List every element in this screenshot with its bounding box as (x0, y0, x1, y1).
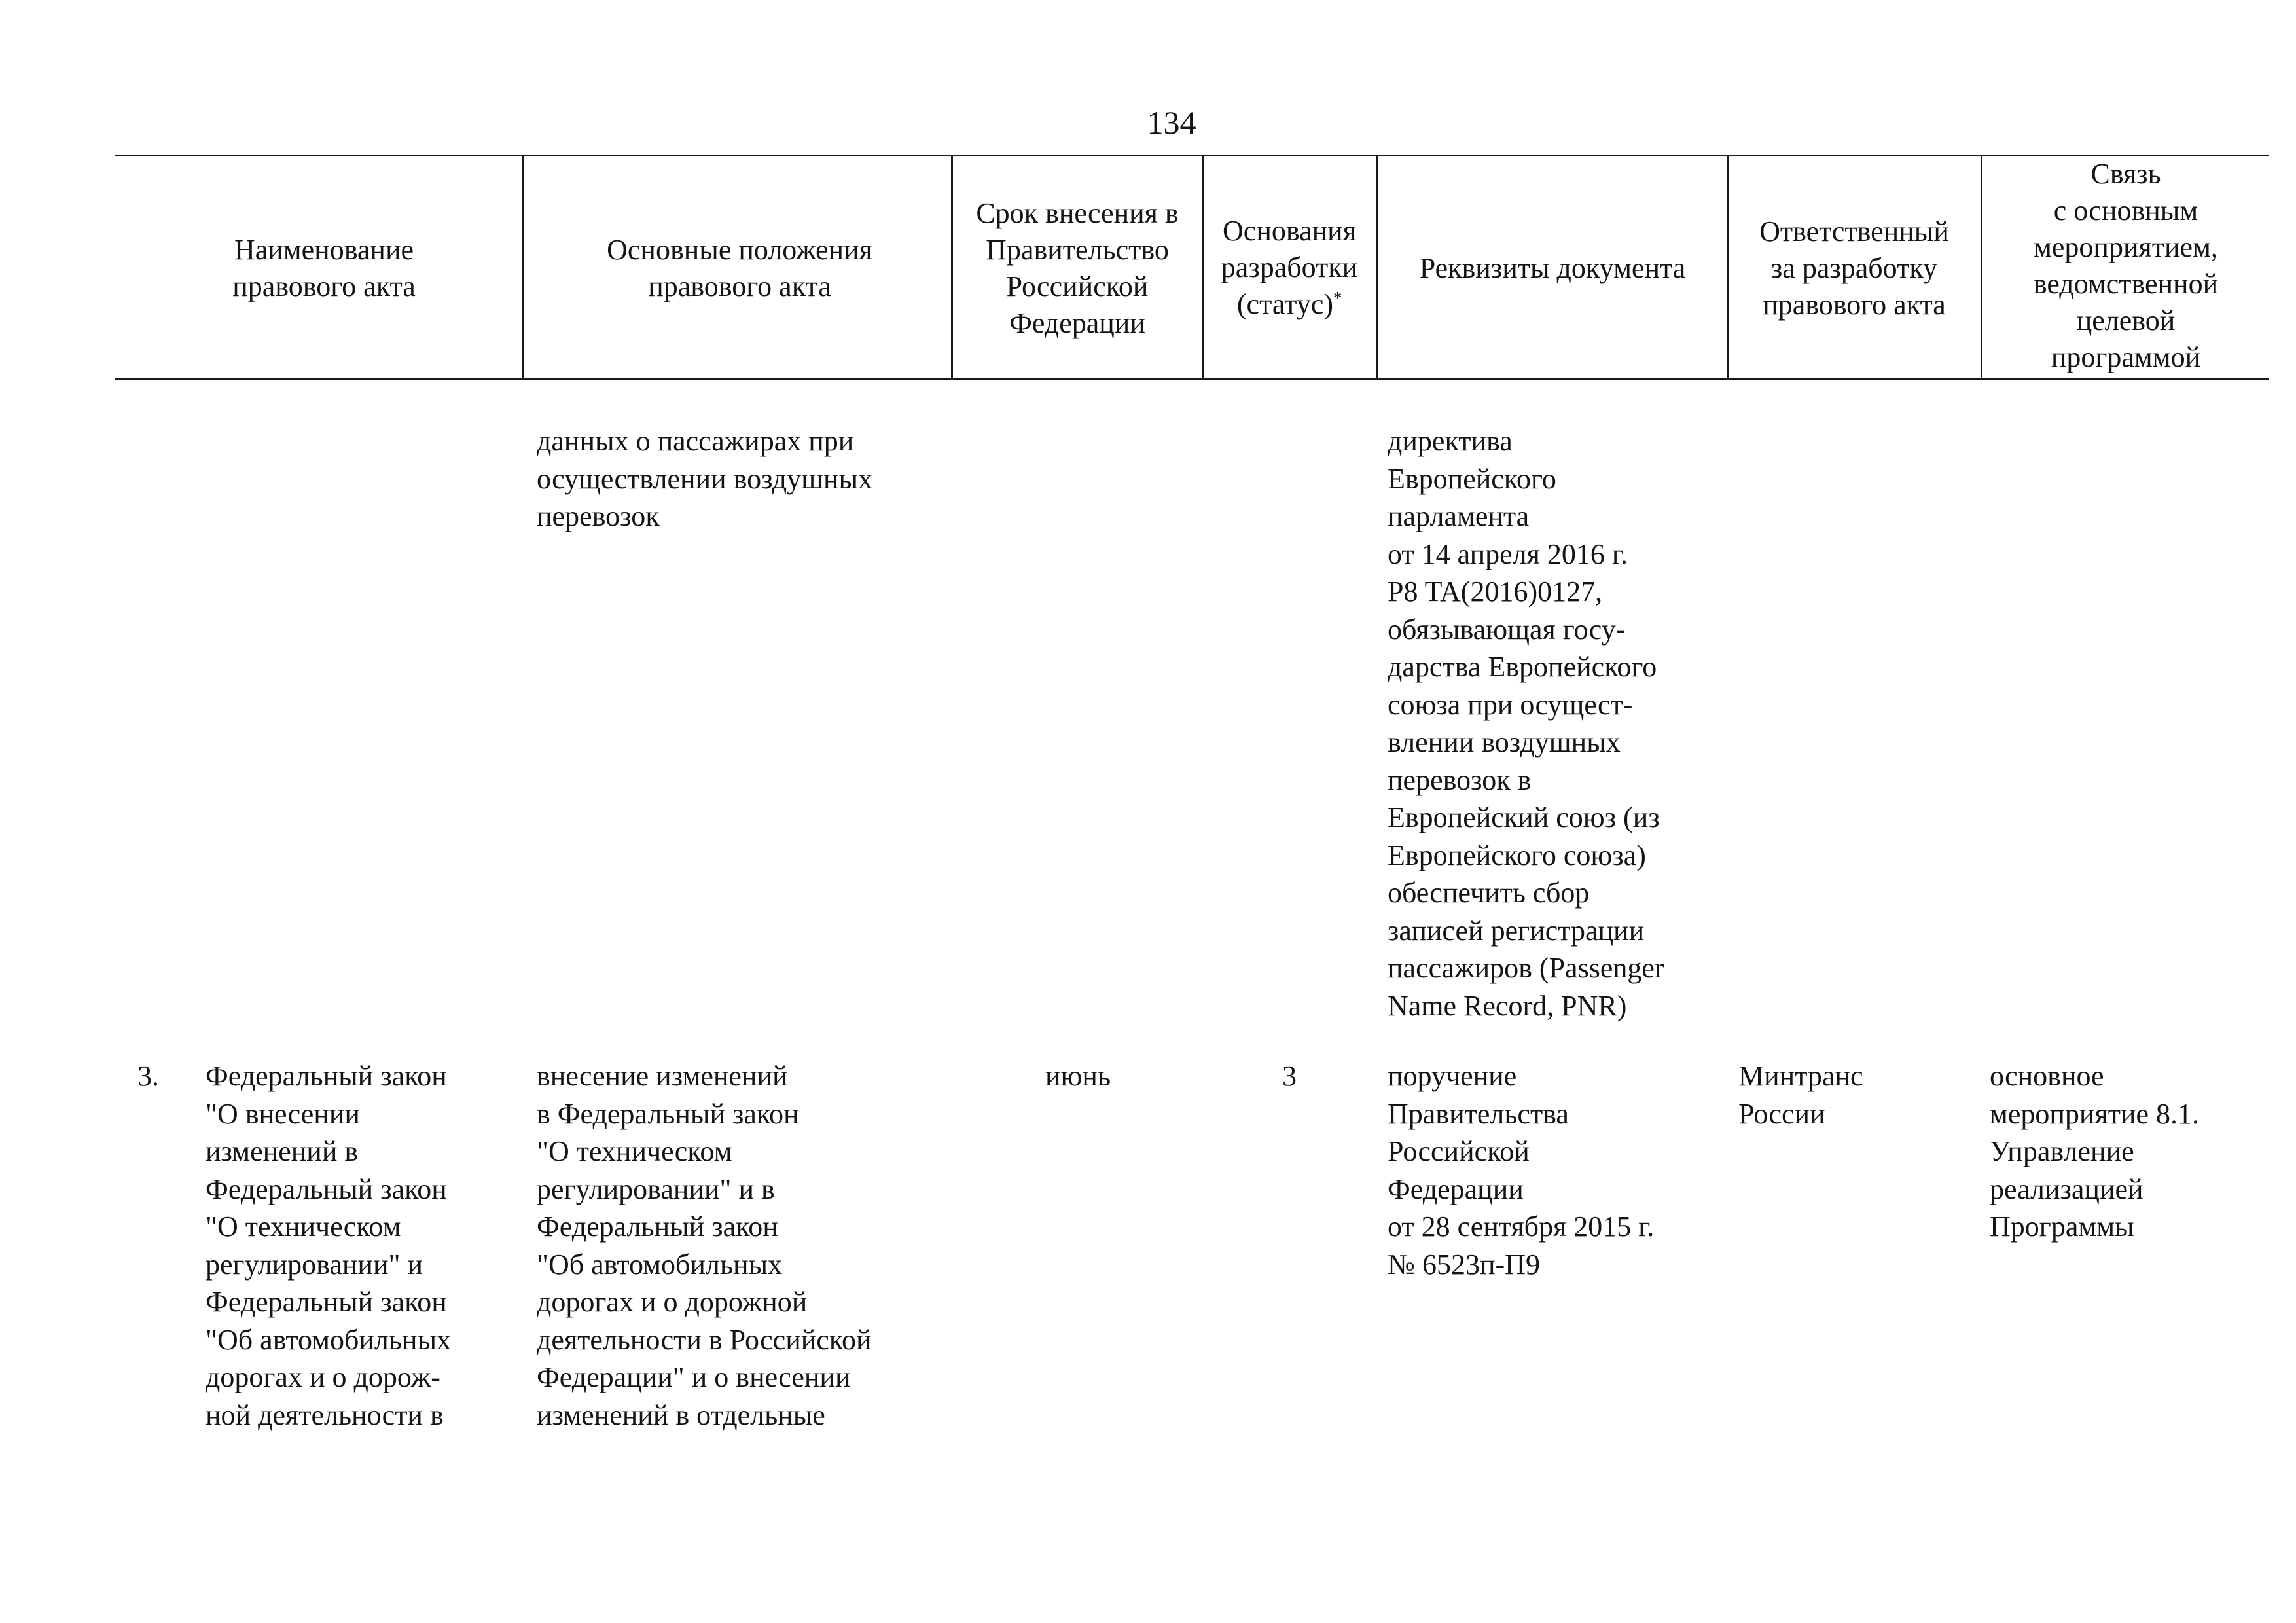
row-name: Федеральный закон "О внесении изменений в Федеральный закон "О техническом регулировании" и Федеральный закон "Об автомобильных дорогах и о дорож- ной деятельности в (206, 1060, 452, 1431)
header-basis-text: Основания разработки (статус) (1221, 215, 1358, 320)
row-document: поручение Правительства Российской Федерации от 28 сентября 2015 г. № 6523п-П9 (1388, 1060, 1655, 1281)
row-provisions: данных о пассажирах при осуществлении воздушных перевозок (537, 425, 873, 532)
column-divider (951, 155, 953, 380)
column-divider (1727, 155, 1729, 380)
column-divider (522, 155, 524, 380)
row-document: директива Европейского парламента от 14 апреля 2016 г. P8 TA(2016)0127, обязывающая госу- дарства Европейского союза при осущест- влении воздушных перевозок в Европейский союз (из Европейского союза) обеспечить сбор записей регистрации пассажиров (Passenger Name Record, PNR) (1388, 425, 1664, 1022)
header-link: Связь с основным мероприятием, ведомственной целевой программой (2033, 158, 2219, 373)
header-basis (1203, 213, 1376, 323)
column-divider (1376, 155, 1378, 380)
row-number: 3. (137, 1060, 159, 1092)
header-responsible: Ответственный за разработку правового акта (1759, 215, 1949, 321)
header-name: Наименование правового акта (232, 234, 416, 302)
header-deadline: Срок внесения в Правительство Российской Федерации (976, 197, 1179, 339)
row-link: основное мероприятие 8.1. Управление реализацией Программы (1990, 1060, 2200, 1243)
header-document: Реквизиты документа (1419, 252, 1686, 284)
column-divider (1981, 155, 1982, 380)
row-provisions: внесение изменений в Федеральный закон "О техническом регулировании" и в Федеральный закон "Об автомобильных дорогах и о дорожной деятельности в Российской Федерации" и о внесении изменений в отдельные (537, 1060, 872, 1431)
header-bottom-border (115, 378, 2269, 380)
footnote-mark: * (1333, 288, 1342, 308)
table-top-border (115, 155, 2269, 156)
header-provisions: Основные положения правового акта (607, 234, 872, 302)
page-number: 134 (1147, 104, 1196, 141)
row-deadline: июнь (1045, 1060, 1111, 1092)
row-responsible: Минтранс России (1738, 1060, 1863, 1130)
row-basis: 3 (1282, 1060, 1297, 1092)
